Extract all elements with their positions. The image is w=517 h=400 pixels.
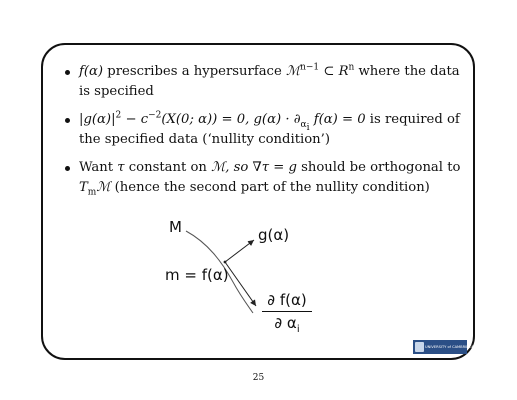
math-f-alpha: f(α) (79, 64, 104, 79)
fraction-numerator: ∂ f(α) (262, 291, 312, 312)
math-subset: ⊂ (319, 64, 339, 79)
tangent-arrow (225, 262, 256, 306)
logo-text: UNIVERSITY of CAMBRIDGE (425, 345, 474, 349)
math-superscript: n (348, 62, 355, 73)
math-expression: , so ∇τ = g (225, 160, 297, 175)
bullet-text: prescribes a hypersurface (103, 64, 286, 79)
label-M: M (169, 218, 182, 236)
bullet-text: is required of the specified data (‘nullity condition’) (79, 112, 460, 147)
fraction-denominator (262, 312, 312, 335)
point-m (224, 261, 227, 264)
math-superscript: −2 (148, 110, 162, 121)
gradient-arrow (225, 240, 254, 262)
math-expression: g(α) · ∂ (253, 112, 301, 127)
math-T: T (79, 180, 88, 195)
math-manifold: ℳ (285, 64, 301, 79)
math-manifold: ℳ (96, 180, 111, 195)
crest-icon (415, 342, 424, 352)
bullet-text: constant on (124, 160, 212, 175)
math-expression: f(α) = 0 (309, 112, 366, 127)
fraction-denominator-text: ∂ α (274, 314, 297, 332)
math-expression: |g(α)| (79, 112, 116, 127)
math-superscript: n−1 (300, 62, 320, 73)
university-logo (413, 340, 474, 354)
math-R: R (338, 64, 349, 79)
label-g-alpha: g(α) (258, 226, 290, 244)
page-number: 25 (252, 373, 265, 383)
label-m-f-alpha: m = f(α) (165, 266, 229, 284)
math-manifold: ℳ (211, 160, 226, 175)
math-expression: − c (121, 112, 149, 127)
math-tau: τ (117, 160, 125, 175)
fraction-denominator-subscript: i (296, 324, 300, 335)
bullet-text: Want (79, 160, 118, 175)
partial-derivative-fraction (262, 291, 312, 335)
bullet-text: should be orthogonal to (296, 160, 461, 175)
math-subsubscript: i (306, 122, 310, 133)
math-expression: (X(0; α)) = 0, (161, 112, 254, 127)
bullet-text: where the data is specified (79, 64, 460, 99)
bullet-text: (hence the second part of the nullity condition) (110, 180, 430, 195)
math-superscript: 2 (115, 110, 122, 121)
math-subscript: m (87, 187, 97, 198)
math-subscript-alpha: α (300, 119, 307, 130)
